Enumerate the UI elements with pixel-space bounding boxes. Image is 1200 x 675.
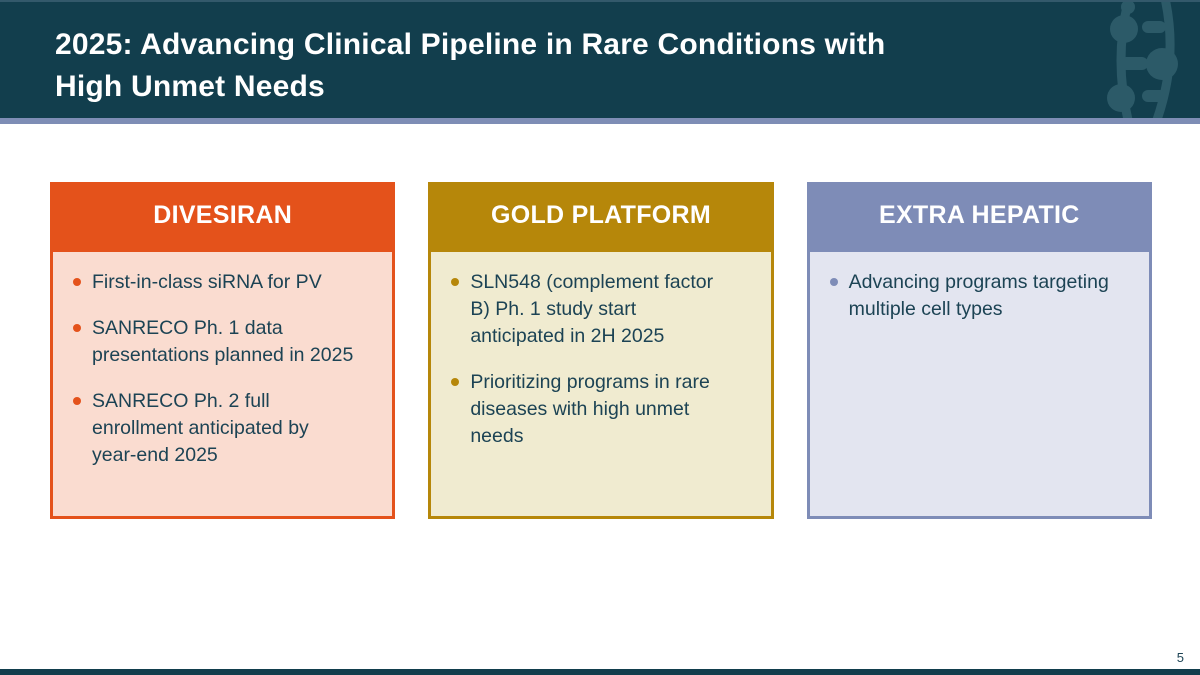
bullet-list	[92, 269, 357, 469]
slide-title-line-1: 2025: Advancing Clinical Pipeline in Rare Conditions with	[55, 28, 886, 61]
slide-title	[55, 24, 885, 108]
bullet-text: Advancing programs targeting multiple cell types	[848, 271, 1109, 320]
bullet-item	[92, 269, 357, 296]
card-header-gold-platform: GOLD PLATFORM	[428, 182, 773, 249]
bullet-text: SLN548 (complement factor B) Ph. 1 study start anticipated in 2H 2025	[470, 271, 714, 347]
bullet-dot	[830, 278, 838, 286]
bullet-dot	[451, 278, 459, 286]
card-gold-platform	[428, 182, 773, 519]
bullet-text: SANRECO Ph. 1 data presentations planned in 2025	[92, 317, 354, 366]
card-body-extra-hepatic	[807, 249, 1152, 519]
slide-title-line-2: High Unmet Needs	[55, 70, 325, 103]
card-body-divesiran	[50, 249, 395, 519]
bullet-text: SANRECO Ph. 2 full enrollment anticipated by year-end 2025	[92, 390, 309, 466]
bullet-text: Prioritizing programs in rare diseases with high unmet needs	[470, 371, 710, 447]
bullet-dot	[73, 397, 81, 405]
bullet-list	[470, 269, 735, 450]
slide-header	[0, 0, 1200, 118]
bullet-dot	[73, 324, 81, 332]
bullet-text: First-in-class siRNA for PV	[92, 271, 322, 293]
card-extra-hepatic	[807, 182, 1152, 519]
card-body-gold-platform	[428, 249, 773, 519]
card-divesiran	[50, 182, 395, 519]
card-header-extra-hepatic: EXTRA HEPATIC	[807, 182, 1152, 249]
pipeline-cards	[50, 182, 1152, 519]
bullet-dot	[451, 378, 459, 386]
dna-strand-icon	[1090, 2, 1200, 120]
page-number: 5	[1176, 650, 1184, 665]
header-accent-line	[0, 118, 1200, 124]
bullet-list	[849, 269, 1114, 323]
bullet-dot	[73, 278, 81, 286]
footer-bar	[0, 669, 1200, 675]
bullet-item	[92, 388, 357, 469]
bullet-item	[849, 269, 1114, 323]
bullet-item	[92, 315, 357, 369]
bullet-item	[470, 269, 735, 350]
card-header-divesiran: DIVESIRAN	[50, 182, 395, 249]
bullet-item	[470, 369, 735, 450]
